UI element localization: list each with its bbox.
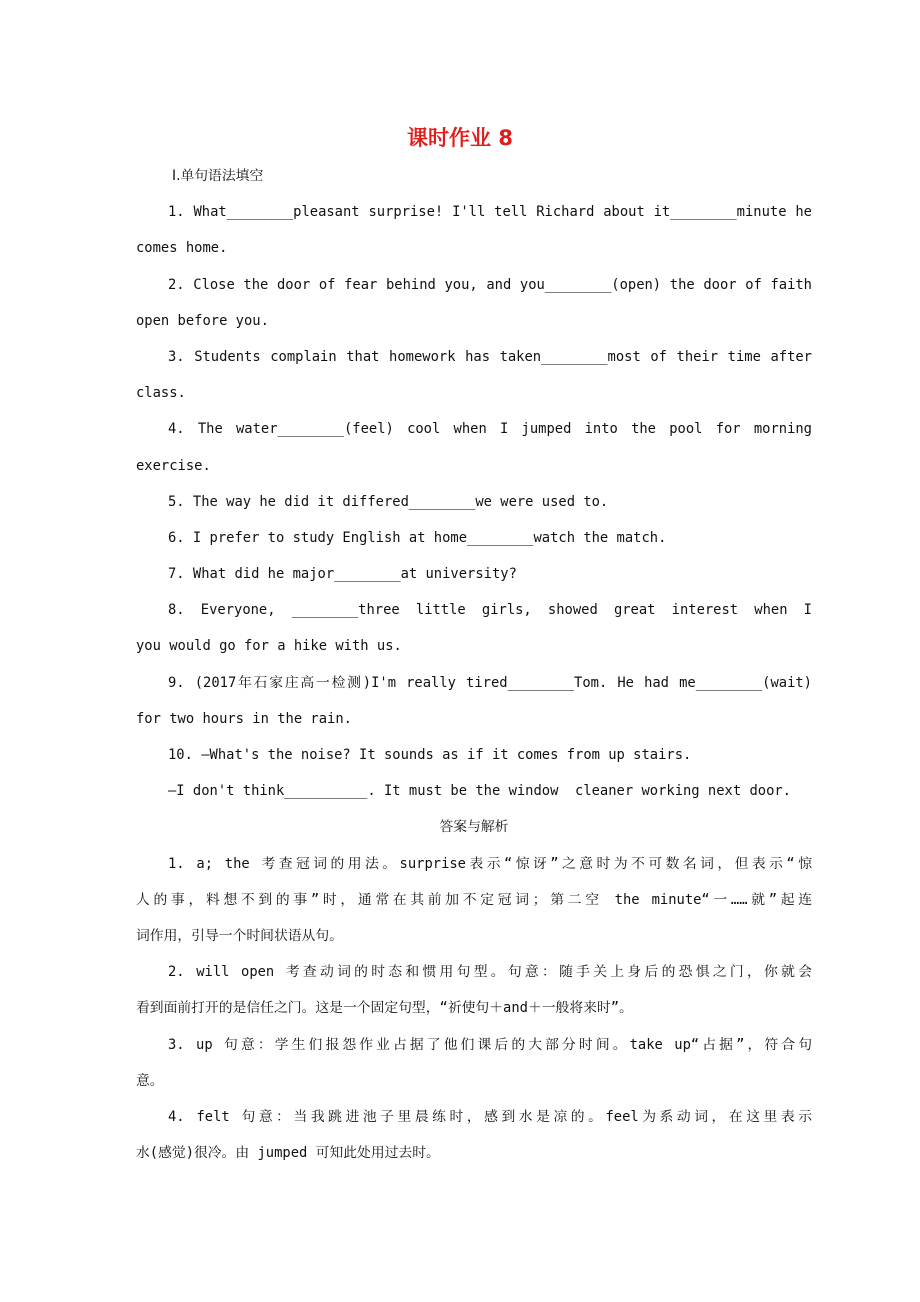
page-title: 课时作业 8 <box>407 126 513 150</box>
question-3-line-2: class. <box>136 385 186 402</box>
question-3-line-1: 3. Students complain that homework has taken________most of their time after <box>168 348 812 365</box>
question-2-line-1: 2. Close the door of fear behind you, and you________(open) the door of faith <box>168 276 812 293</box>
answer-4-line-2: 水(感觉)很冷。由 jumped 可知此处用过去时。 <box>136 1145 440 1162</box>
question-4-line-1: 4. The water________(feel) cool when I jumped into the pool for morning <box>168 421 812 438</box>
section-heading: Ⅰ.单句语法填空 <box>172 168 264 184</box>
question-7-line-1: 7. What did he major________at university? <box>168 566 517 583</box>
question-8-line-1: 8. Everyone, ________three little girls, showed great interest when I <box>168 602 812 619</box>
question-10-line-2: —I don't think__________. It must be the window cleaner working next door. <box>168 783 791 800</box>
answer-1-line-2: 人的事，料想不到的事”时，通常在其前加不定冠词；第二空 the minute“一……就”起连 <box>136 891 812 908</box>
question-2-line-2: open before you. <box>136 312 269 329</box>
question-9-line-1: 9. (2017年石家庄高一检测)I'm really tired________Tom. He had me________(wait) <box>168 674 812 691</box>
answers-heading: 答案与解析 <box>439 819 509 836</box>
answer-2-line-2: 看到面前打开的是信任之门。这是一个固定句型，“祈使句＋and＋一般将来时”。 <box>136 1000 633 1017</box>
question-1-line-2: comes home. <box>136 240 228 257</box>
answer-3-line-1: 3. up 句意：学生们报怨作业占据了他们课后的大部分时间。take up“占据”，符合句 <box>168 1036 812 1053</box>
answer-1-line-1: 1. a; the 考查冠词的用法。surprise表示“惊讶”之意时为不可数名词，但表示“惊 <box>168 855 812 872</box>
answer-2-line-1: 2. will open 考查动词的时态和惯用句型。句意：随手关上身后的恐惧之门，你就会 <box>168 964 812 981</box>
answer-3-line-2: 意。 <box>136 1072 164 1089</box>
question-8-line-2: you would go for a hike with us. <box>136 638 402 655</box>
answer-4-line-1: 4. felt 句意：当我跳进池子里晨练时，感到水是凉的。feel为系动词，在这里表示 <box>168 1108 812 1125</box>
question-1-line-1: 1. What________pleasant surprise! I'll tell Richard about it________minute he <box>168 204 812 221</box>
question-10-line-1: 10. —What's the noise? It sounds as if it comes from up stairs. <box>168 747 692 763</box>
question-4-line-2: exercise. <box>136 457 211 474</box>
answer-1-line-3: 词作用，引导一个时间状语从句。 <box>136 927 343 944</box>
worksheet-content <box>136 158 812 1171</box>
question-9-line-2: for two hours in the rain. <box>136 710 352 727</box>
question-6-line-1: 6. I prefer to study English at home________watch the match. <box>168 529 667 546</box>
question-5-line-1: 5. The way he did it differed________we were used to. <box>168 493 609 510</box>
